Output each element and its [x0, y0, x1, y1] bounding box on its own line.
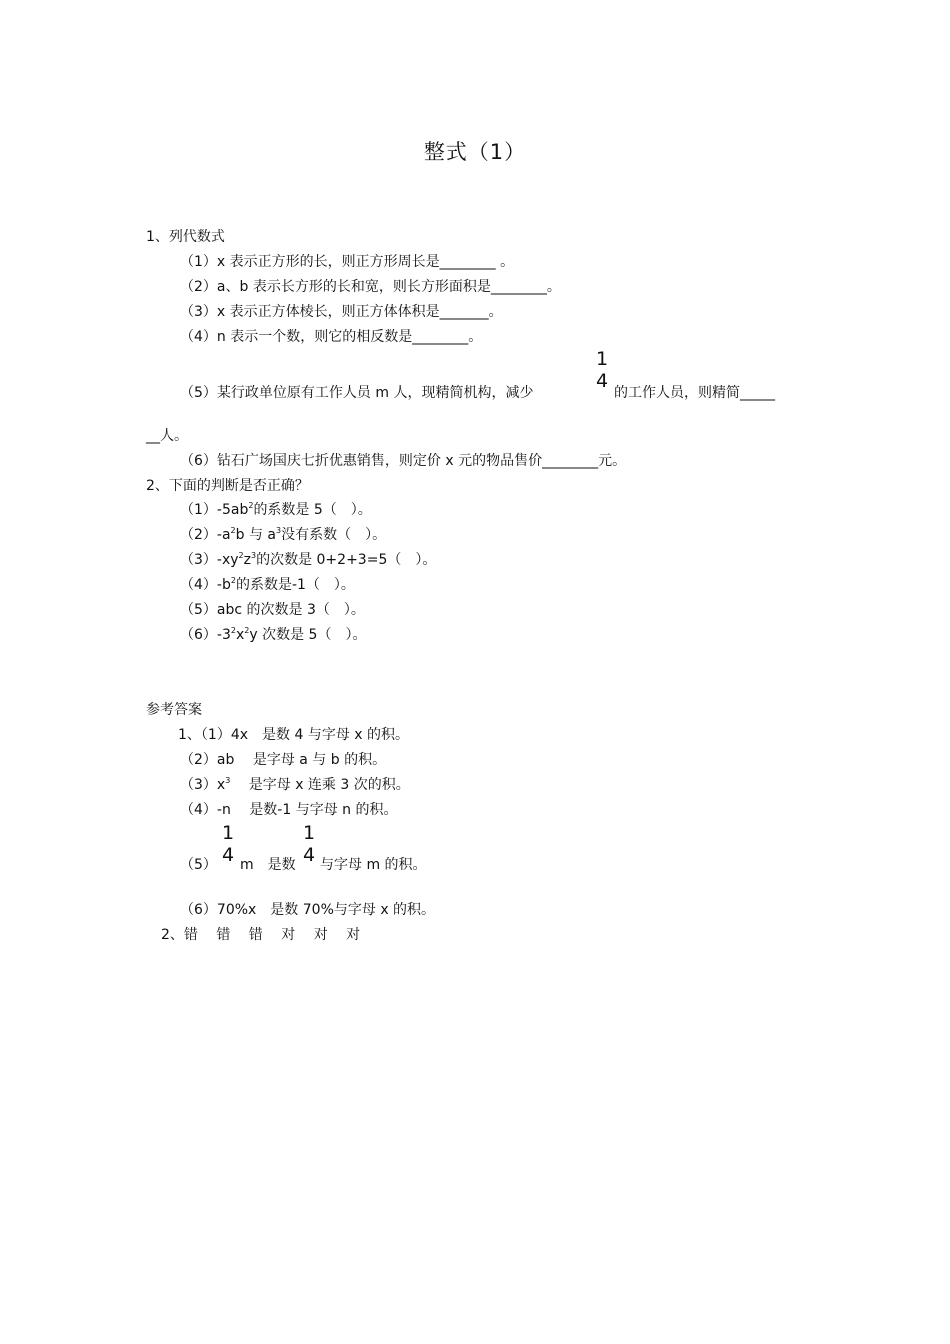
- s2-question-5: （5）abc 的次数是 3（ ）。: [180, 602, 365, 618]
- s2-q3-text-b: z: [243, 552, 251, 568]
- s1-question-3: （3）x 表示正方体棱长，则正方体体积是_______。: [180, 304, 503, 320]
- s2-question-2: [180, 525, 386, 545]
- answer-fraction-1: [220, 822, 236, 866]
- s2-question-4: [180, 575, 355, 595]
- fraction-numerator: 1: [595, 348, 609, 370]
- answer-5-suffix: 与字母 m 的积。: [320, 857, 427, 873]
- answer-3-text-a: （3）x: [180, 777, 226, 793]
- section1-heading: 1、列代数式: [146, 229, 225, 245]
- s2-q4-text-b: 的系数是-1（ ）。: [235, 577, 355, 593]
- s2-q3-text-a: （3）-xy: [180, 552, 239, 568]
- answer-3-text-b: 是字母 x 连乘 3 次的积。: [230, 777, 410, 793]
- answers-heading: 参考答案: [146, 702, 202, 718]
- s1-question-5-continued: __人。: [146, 428, 188, 444]
- s2-q3-exponent-1: 2: [238, 551, 244, 560]
- s2-question-3: [180, 550, 436, 570]
- s2-q1-exponent: 2: [248, 501, 254, 510]
- s2-q6-text-a: （6）-3: [180, 627, 231, 643]
- s1-question-5-before: （5）某行政单位原有工作人员 m 人，现精简机构，减少: [180, 385, 534, 401]
- s2-q3-exponent-2: 3: [250, 551, 257, 560]
- answer-fraction-2: [301, 822, 317, 866]
- fraction-one-quarter: [594, 348, 610, 392]
- answer-1: 1、（1）4x 是数 4 与字母 x 的积。: [178, 727, 409, 743]
- answer-fraction-2-numerator: 1: [302, 822, 316, 844]
- s2-q1-text-b: 的系数是 5（ ）。: [253, 502, 372, 518]
- answer-3: [180, 775, 410, 795]
- s1-question-5-after: 的工作人员，则精简_____: [614, 385, 775, 401]
- s2-q6-text-c: y 次数是 5（ ）。: [249, 627, 367, 643]
- s1-question-6: （6）钻石广场国庆七折优惠销售，则定价 x 元的物品售价________元。: [180, 453, 627, 469]
- s2-q4-text-a: （4）-b: [180, 577, 231, 593]
- answer-2: （2）ab 是字母 a 与 b 的积。: [180, 752, 387, 768]
- s2-q1-text-a: （1）-5ab: [180, 502, 249, 518]
- fraction-denominator: 4: [595, 370, 609, 392]
- answer-4: （4）-n 是数-1 与字母 n 的积。: [180, 802, 398, 818]
- page-title: 整式（1）: [423, 140, 527, 164]
- answer-5-prefix: （5）: [180, 857, 217, 873]
- s1-question-2: （2）a、b 表示长方形的长和宽，则长方形面积是________。: [180, 279, 561, 295]
- s2-q2-text-a: （2）-a: [180, 527, 231, 543]
- s1-question-1: （1）x 表示正方形的长，则正方形周长是________ 。: [180, 254, 515, 270]
- s2-q2-exponent-1: 2: [230, 526, 236, 535]
- section2-heading: 2、下面的判断是否正确？: [146, 478, 309, 494]
- s2-q2-text-b: b 与 a: [235, 527, 277, 543]
- answer-fraction-1-numerator: 1: [221, 822, 235, 844]
- s2-question-6: [180, 625, 366, 645]
- answer-7: 2、错 错 错 对 对 对: [161, 927, 361, 943]
- s2-question-1: [180, 500, 372, 520]
- s2-q3-text-c: 的次数是 0+2+3=5（ ）。: [256, 552, 437, 568]
- s2-q6-text-b: x: [235, 627, 245, 643]
- answer-3-exponent: 3: [225, 776, 231, 785]
- s2-q2-exponent-2: 3: [276, 526, 282, 535]
- s1-question-4: （4）n 表示一个数，则它的相反数是________。: [180, 329, 483, 345]
- answer-fraction-1-denominator: 4: [221, 844, 235, 866]
- s2-q6-exponent-2: 2: [244, 626, 250, 635]
- answer-6: （6）70%x 是数 70%与字母 x 的积。: [180, 902, 436, 918]
- answer-fraction-2-denominator: 4: [302, 844, 316, 866]
- s2-q6-exponent-1: 2: [230, 626, 236, 635]
- answer-5-middle: m 是数: [240, 857, 296, 873]
- s2-q2-text-c: 没有系数（ ）。: [281, 527, 387, 543]
- s2-q4-exponent: 2: [230, 576, 236, 585]
